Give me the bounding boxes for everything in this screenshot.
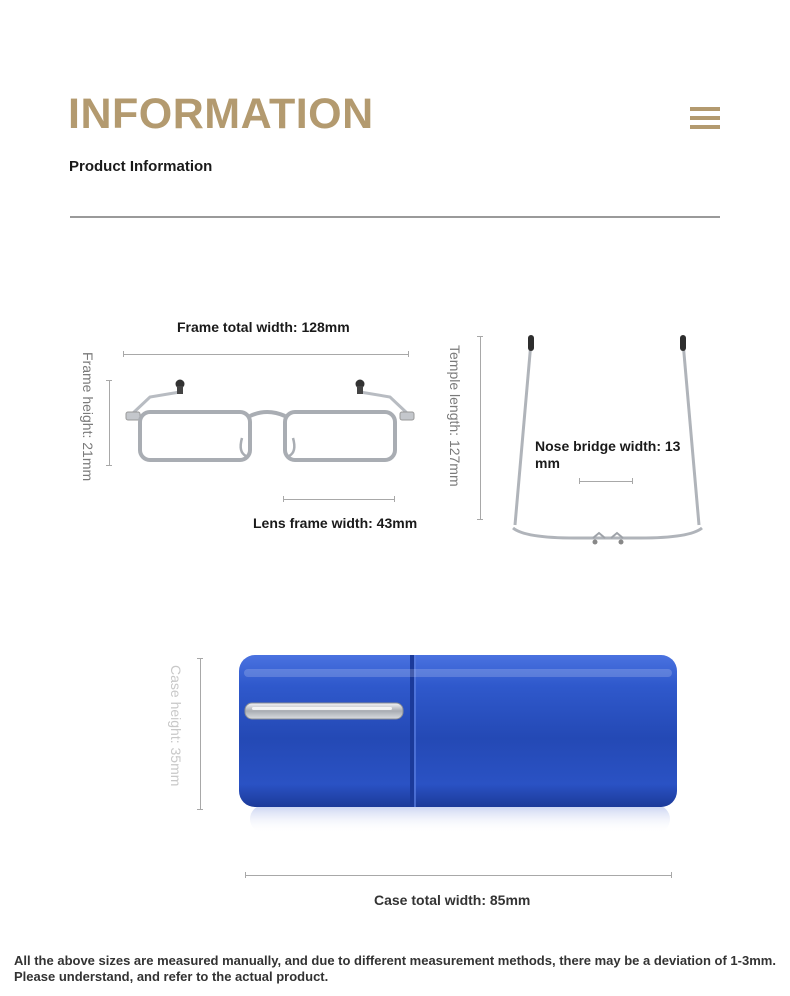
case-total-width-label: Case total width: 85mm	[374, 892, 531, 908]
disclaimer-line-1: All the above sizes are measured manually, and due to different measurement methods, there may be a deviation of 1-3mm.	[14, 953, 776, 968]
case-height-label: Case height: 35mm	[168, 665, 184, 787]
dimension-tick	[394, 496, 395, 502]
dimension-tick	[579, 478, 580, 484]
measurement-disclaimer	[14, 953, 784, 985]
frame-height-label: Frame height: 21mm	[80, 352, 96, 482]
page-title: INFORMATION	[68, 90, 374, 138]
dimension-tick	[245, 872, 246, 878]
glasses-case-image	[230, 645, 690, 840]
glasses-front-image	[120, 372, 420, 467]
dimension-tick	[106, 465, 112, 466]
dimension-tick	[106, 380, 112, 381]
hamburger-menu-icon[interactable]	[690, 107, 720, 129]
dimension-tick	[197, 658, 203, 659]
dimension-tick	[477, 336, 483, 337]
dimension-tick	[283, 496, 284, 502]
page-subtitle: Product Information	[69, 158, 213, 175]
frame-total-width-line	[123, 354, 409, 355]
case-height-line	[200, 658, 201, 810]
temple-length-label: Temple length: 127mm	[447, 345, 463, 487]
case-total-width-line	[245, 875, 672, 876]
lens-frame-width-line	[283, 499, 395, 500]
dimension-tick	[632, 478, 633, 484]
header-divider	[70, 216, 720, 218]
lens-frame-width-label: Lens frame width: 43mm	[253, 515, 418, 531]
dimension-tick	[408, 351, 409, 357]
dimension-tick	[671, 872, 672, 878]
dimension-tick	[197, 809, 203, 810]
disclaimer-line-2: Please understand, and refer to the actual product.	[14, 969, 329, 984]
nose-bridge-width-line	[579, 481, 633, 482]
frame-total-width-label: Frame total width: 128mm	[177, 319, 350, 335]
temple-length-line	[480, 336, 481, 520]
dimension-tick	[123, 351, 124, 357]
nose-bridge-width-label: Nose bridge width: 13 mm	[535, 438, 681, 471]
dimension-tick	[477, 519, 483, 520]
frame-height-line	[109, 380, 110, 466]
